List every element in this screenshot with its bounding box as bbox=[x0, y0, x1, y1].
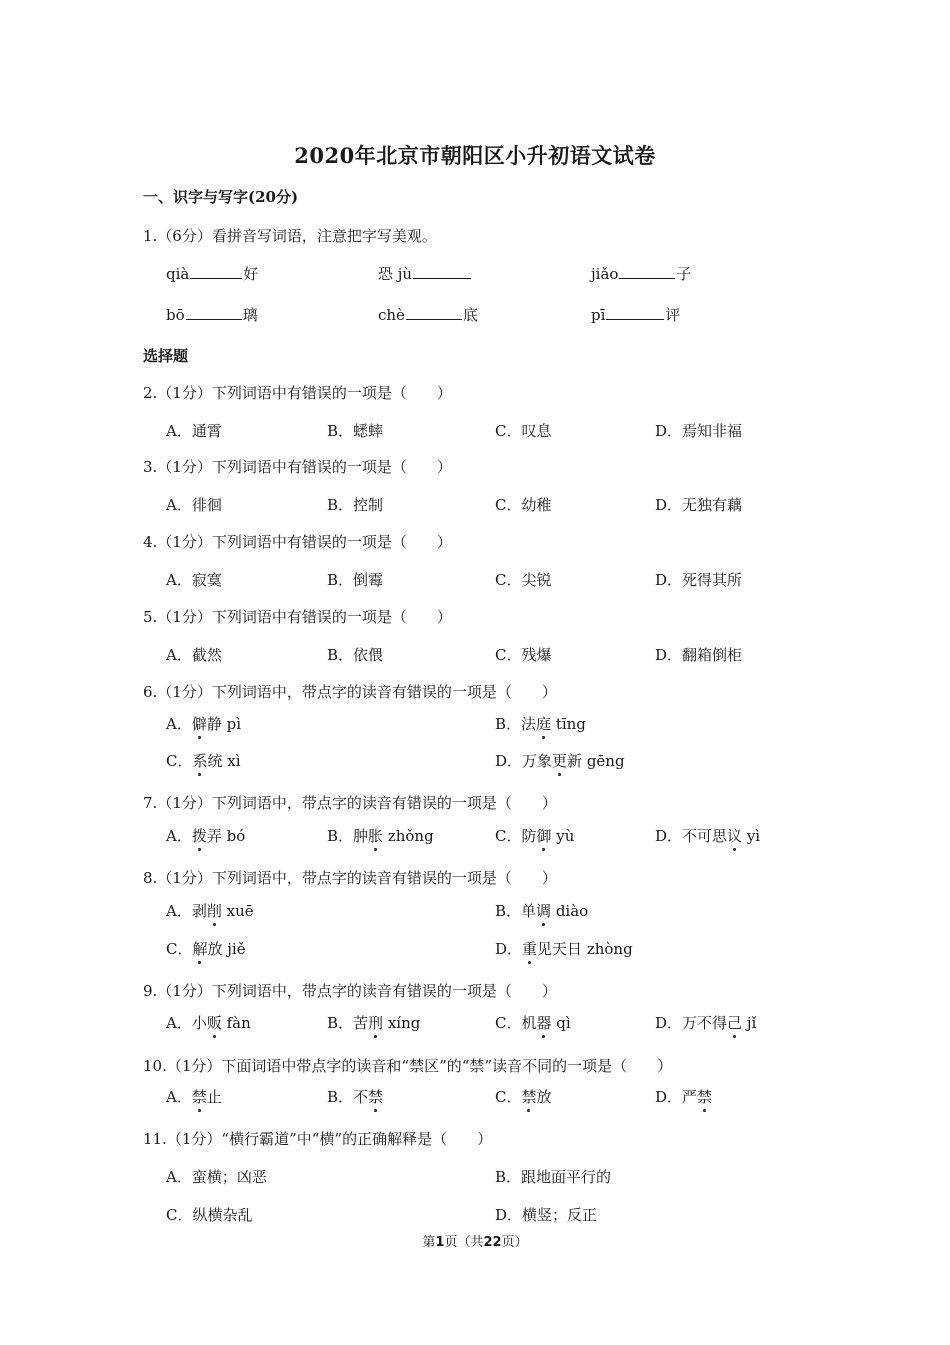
current-page-number: 1 bbox=[435, 1235, 445, 1250]
option-prefix: C．机 bbox=[495, 1014, 537, 1032]
q3-option-b[interactable]: B．控制 bbox=[327, 496, 384, 514]
option-prefix: C． bbox=[495, 1088, 522, 1106]
dotted-char: 胀 bbox=[368, 827, 384, 845]
option-prefix: C．防 bbox=[495, 827, 537, 845]
option-prefix: B．肿 bbox=[327, 827, 369, 845]
option-suffix: tīng bbox=[551, 715, 586, 733]
question-10-stem: 10.（1分）下面词语中带点字的读音和“禁区”的“禁”读音不同的一项是（ ） bbox=[143, 1057, 673, 1075]
footer-prefix: 第 bbox=[422, 1235, 436, 1250]
q11-option-d[interactable]: D．横竖；反正 bbox=[495, 1206, 598, 1224]
answer-blank[interactable] bbox=[606, 305, 664, 320]
q10-option-c[interactable] bbox=[495, 1086, 552, 1107]
option-suffix: diào bbox=[551, 902, 589, 920]
dotted-char: 贩 bbox=[206, 1014, 222, 1032]
option-suffix: 放 jiě bbox=[207, 940, 246, 958]
dotted-char: 议 bbox=[727, 827, 743, 845]
q1-item-1-pinyin: qià bbox=[166, 265, 190, 283]
q1-item-4-pinyin: bō bbox=[166, 306, 185, 324]
option-prefix: D．严 bbox=[655, 1088, 698, 1106]
dotted-char: 庭 bbox=[536, 715, 552, 733]
option-prefix: A．小 bbox=[166, 1014, 207, 1032]
q11-option-c[interactable]: C．纵横杂乱 bbox=[166, 1206, 253, 1224]
q8-option-d[interactable] bbox=[495, 938, 633, 959]
q1-item-6-char: 评 bbox=[665, 306, 681, 324]
q4-option-b[interactable]: B．倒霉 bbox=[327, 571, 384, 589]
answer-blank[interactable] bbox=[413, 264, 471, 279]
question-7-stem: 7.（1分）下列词语中，带点字的读音有错误的一项是（ ） bbox=[143, 794, 557, 812]
option-suffix: xíng bbox=[383, 1014, 421, 1032]
q9-option-d[interactable] bbox=[655, 1012, 756, 1033]
q1-item-4-char: 璃 bbox=[242, 306, 258, 324]
q2-option-d[interactable]: D．焉知非福 bbox=[655, 422, 743, 440]
question-5-stem: 5.（1分）下列词语中有错误的一项是（ ） bbox=[143, 608, 452, 626]
option-prefix: A．剥 bbox=[166, 902, 207, 920]
option-prefix: C． bbox=[166, 752, 193, 770]
answer-blank[interactable] bbox=[190, 264, 242, 279]
q7-option-c[interactable] bbox=[495, 825, 574, 846]
q9-option-a[interactable] bbox=[166, 1012, 251, 1033]
option-prefix: A． bbox=[166, 715, 192, 733]
answer-blank[interactable] bbox=[619, 264, 675, 279]
q3-option-d[interactable]: D．无独有藕 bbox=[655, 496, 743, 514]
q9-option-c[interactable] bbox=[495, 1012, 571, 1033]
q1-item-3 bbox=[591, 263, 691, 284]
option-prefix: B．苦 bbox=[327, 1014, 369, 1032]
dotted-char: 己 bbox=[727, 1014, 743, 1032]
option-prefix: D． bbox=[495, 940, 523, 958]
question-11-stem: 11.（1分）“横行霸道”中“横”的正确解释是（ ） bbox=[143, 1130, 493, 1148]
dotted-char: 系 bbox=[192, 752, 208, 770]
q4-option-d[interactable]: D．死得其所 bbox=[655, 571, 743, 589]
q2-option-c[interactable]: C．叹息 bbox=[495, 422, 552, 440]
dotted-char: 刑 bbox=[368, 1014, 384, 1032]
dotted-char: 拨 bbox=[191, 827, 207, 845]
q10-option-a[interactable] bbox=[166, 1086, 222, 1107]
section-heading-choice: 选择题 bbox=[143, 347, 189, 365]
section-heading-1: 一、识字与写字(20分) bbox=[143, 188, 299, 206]
q9-option-b[interactable] bbox=[327, 1012, 420, 1033]
q6-option-a[interactable] bbox=[166, 713, 241, 734]
q7-option-d[interactable] bbox=[655, 825, 760, 846]
question-9-stem: 9.（1分）下列词语中，带点字的读音有错误的一项是（ ） bbox=[143, 982, 557, 1000]
option-prefix: D．万象 bbox=[495, 752, 553, 770]
answer-blank[interactable] bbox=[186, 305, 242, 320]
option-prefix: D．不可思 bbox=[655, 827, 728, 845]
q7-option-b[interactable] bbox=[327, 825, 434, 846]
option-suffix: fàn bbox=[221, 1014, 251, 1032]
dotted-char: 禁 bbox=[697, 1088, 713, 1106]
dotted-char: 禁 bbox=[191, 1088, 207, 1106]
question-8-stem: 8.（1分）下列词语中，带点字的读音有错误的一项是（ ） bbox=[143, 869, 557, 887]
option-suffix: 静 pì bbox=[206, 715, 242, 733]
q11-option-b[interactable]: B．跟地面平行的 bbox=[495, 1168, 612, 1186]
page-footer bbox=[0, 1231, 950, 1250]
q7-option-a[interactable] bbox=[166, 825, 245, 846]
option-suffix: qì bbox=[551, 1014, 571, 1032]
q6-option-d[interactable] bbox=[495, 750, 625, 771]
option-prefix: D．万不得 bbox=[655, 1014, 728, 1032]
q5-option-c[interactable]: C．残爆 bbox=[495, 646, 552, 664]
q1-item-2-pinyin: 恐 jù bbox=[378, 265, 413, 283]
q6-option-c[interactable] bbox=[166, 750, 241, 771]
q3-option-a[interactable]: A．徘徊 bbox=[166, 496, 222, 514]
q3-option-c[interactable]: C．幼稚 bbox=[495, 496, 552, 514]
q1-item-5-pinyin: chè bbox=[378, 306, 405, 324]
q4-option-a[interactable]: A．寂寞 bbox=[166, 571, 222, 589]
q11-option-a[interactable]: A．蛮横；凶恶 bbox=[166, 1168, 267, 1186]
q8-option-c[interactable] bbox=[166, 938, 246, 959]
dotted-char: 御 bbox=[536, 827, 552, 845]
option-suffix: yì bbox=[742, 827, 761, 845]
dotted-char: 禁 bbox=[368, 1088, 384, 1106]
dotted-char: 削 bbox=[206, 902, 222, 920]
option-prefix: C． bbox=[166, 940, 193, 958]
dotted-char: 更 bbox=[552, 752, 568, 770]
option-suffix: zhǒng bbox=[383, 827, 434, 845]
q8-option-a[interactable] bbox=[166, 900, 254, 921]
q10-option-d[interactable] bbox=[655, 1086, 712, 1107]
question-1-stem: 1.（6分）看拼音写词语，注意把字写美观。 bbox=[143, 227, 437, 245]
dotted-char: 调 bbox=[536, 902, 552, 920]
option-suffix: 放 bbox=[536, 1088, 552, 1106]
option-prefix: A． bbox=[166, 1088, 192, 1106]
q1-item-6-pinyin: pī bbox=[591, 306, 606, 324]
total-page-count: 22 bbox=[483, 1235, 502, 1250]
question-3-stem: 3.（1分）下列词语中有错误的一项是（ ） bbox=[143, 458, 452, 476]
option-suffix: 见天日 zhòng bbox=[537, 940, 633, 958]
q1-item-5 bbox=[378, 304, 478, 325]
option-prefix: B．不 bbox=[327, 1088, 369, 1106]
q1-item-3-char: 子 bbox=[676, 265, 692, 283]
question-6-stem: 6.（1分）下列词语中，带点字的读音有错误的一项是（ ） bbox=[143, 683, 557, 701]
page-title: 2020年北京市朝阳区小升初语文试卷 bbox=[294, 143, 656, 168]
q4-option-c[interactable]: C．尖锐 bbox=[495, 571, 552, 589]
q6-option-b[interactable] bbox=[495, 713, 586, 734]
answer-blank[interactable] bbox=[406, 305, 462, 320]
q1-item-6 bbox=[591, 304, 680, 325]
option-suffix: jǐ bbox=[742, 1014, 757, 1032]
option-suffix: 弄 bó bbox=[206, 827, 246, 845]
q1-item-3-pinyin: jiǎo bbox=[591, 265, 619, 283]
q5-option-d[interactable]: D．翻箱倒柜 bbox=[655, 646, 743, 664]
dotted-char: 僻 bbox=[191, 715, 207, 733]
question-4-stem: 4.（1分）下列词语中有错误的一项是（ ） bbox=[143, 533, 452, 551]
q1-item-1-char: 好 bbox=[243, 265, 259, 283]
dotted-char: 重 bbox=[522, 940, 538, 958]
option-suffix: 新 gēng bbox=[567, 752, 625, 770]
q2-option-b[interactable]: B．蟋蟀 bbox=[327, 422, 384, 440]
dotted-char: 器 bbox=[536, 1014, 552, 1032]
dotted-char: 解 bbox=[192, 940, 208, 958]
q5-option-a[interactable]: A．截然 bbox=[166, 646, 222, 664]
q1-item-5-char: 底 bbox=[462, 306, 478, 324]
q5-option-b[interactable]: B．依偎 bbox=[327, 646, 384, 664]
option-suffix: yù bbox=[551, 827, 575, 845]
question-2-stem: 2.（1分）下列词语中有错误的一项是（ ） bbox=[143, 384, 452, 402]
option-prefix: A． bbox=[166, 827, 192, 845]
q8-option-b[interactable] bbox=[495, 900, 588, 921]
footer-middle: 页（共 bbox=[444, 1235, 484, 1250]
q2-option-a[interactable]: A．通霄 bbox=[166, 422, 222, 440]
option-suffix: 止 bbox=[206, 1088, 222, 1106]
q10-option-b[interactable] bbox=[327, 1086, 383, 1107]
q1-item-4 bbox=[166, 304, 258, 325]
option-prefix: B．法 bbox=[495, 715, 537, 733]
q1-item-2 bbox=[378, 263, 472, 284]
q1-item-1 bbox=[166, 263, 258, 284]
option-suffix: xuē bbox=[221, 902, 254, 920]
footer-suffix: 页） bbox=[501, 1235, 528, 1250]
dotted-char: 禁 bbox=[521, 1088, 537, 1106]
option-prefix: B．单 bbox=[495, 902, 537, 920]
option-suffix: 统 xì bbox=[207, 752, 241, 770]
